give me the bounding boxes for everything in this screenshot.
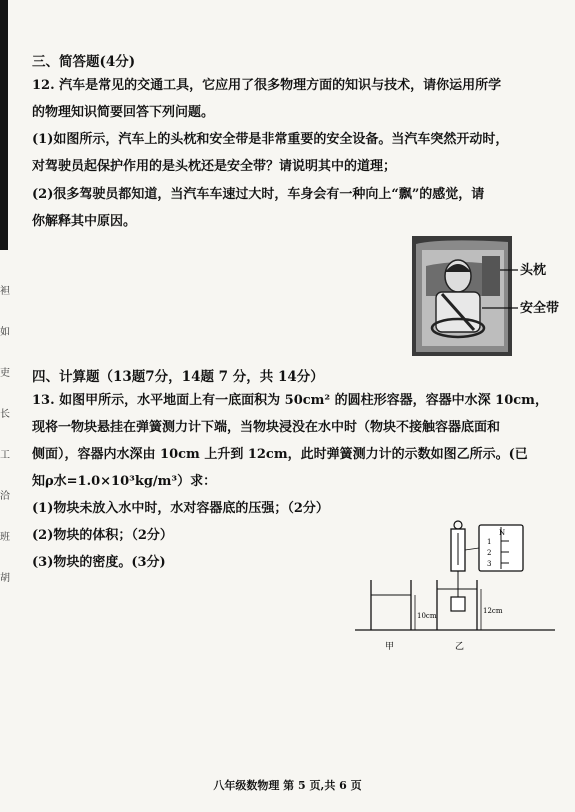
q12-part1: (1)如图所示，汽车上的头枕和安全带是非常重要的安全设备。当汽车突然开动时，	[32, 132, 509, 147]
section3-heading: 三、简答题(4分)	[32, 54, 136, 70]
scale-tick: 2	[487, 549, 492, 557]
q12-part1: 对驾驶员起保护作用的是头枕还是安全带？请说明其中的道理；	[32, 159, 397, 174]
margin-char: 长	[0, 409, 10, 420]
container-spring-scale-figure	[355, 515, 560, 660]
figure-label: 乙	[455, 642, 465, 652]
margin-char: 班	[0, 532, 10, 543]
q13-part2: (2)物块的体积；（2分）	[32, 528, 173, 543]
headrest-label: 头枕	[520, 263, 547, 278]
q12-line: 的物理知识简要回答下列问题。	[32, 105, 215, 120]
q12-part2: (2)很多驾驶员都知道，当汽车车速过大时，车身会有一种向上“飘”的感觉，请	[32, 187, 485, 202]
scale-unit: N	[499, 529, 506, 537]
scale-tick: 3	[487, 560, 492, 568]
binding-margin-text	[0, 272, 10, 600]
depth-label: 10cm	[417, 612, 437, 620]
margin-char: 袒	[0, 286, 10, 297]
depth-label: 12cm	[483, 607, 503, 615]
q12-line: 12. 汽车是常见的交通工具，它应用了很多物理方面的知识与技术，请你运用所学	[32, 78, 502, 93]
q13-part1: (1)物块未放入水中时，水对容器底的压强；（2分）	[32, 501, 329, 516]
margin-char: 洽	[0, 491, 10, 502]
q12-part2: 你解释其中原因。	[32, 214, 137, 229]
q13-line: 现将一物块悬挂在弹簧测力计下端，当物块浸没在水中时（物块不接触容器底面和	[32, 420, 501, 435]
section4-heading: 四、计算题（13题7分，14题 7 分，共 14分）	[32, 369, 324, 385]
figure-label: 甲	[385, 642, 395, 652]
margin-char: 吏	[0, 368, 10, 379]
margin-char: 胡	[0, 573, 10, 584]
page-footer: 八年级数物理 第 5 页,共 6 页	[213, 779, 362, 792]
scale-tick: 1	[487, 538, 492, 546]
binding-strip	[0, 0, 8, 250]
seatbelt-label: 安全带	[520, 301, 560, 316]
margin-char: 如	[0, 327, 10, 338]
q13-line: 13. 如图甲所示，水平地面上有一底面积为 50cm² 的圆柱形容器，容器中水深 10cm，	[32, 393, 548, 408]
margin-char: 工	[0, 450, 10, 461]
q13-line: 侧面），容器内水深由 10cm 上升到 12cm，此时弹簧测力计的示数如图乙所示。(已	[32, 447, 528, 462]
car-driver-figure	[412, 236, 564, 362]
q13-line: 知ρ水=1.0×10³kg/m³）求：	[32, 474, 217, 489]
q13-part3: (3)物块的密度。(3分)	[32, 555, 166, 570]
